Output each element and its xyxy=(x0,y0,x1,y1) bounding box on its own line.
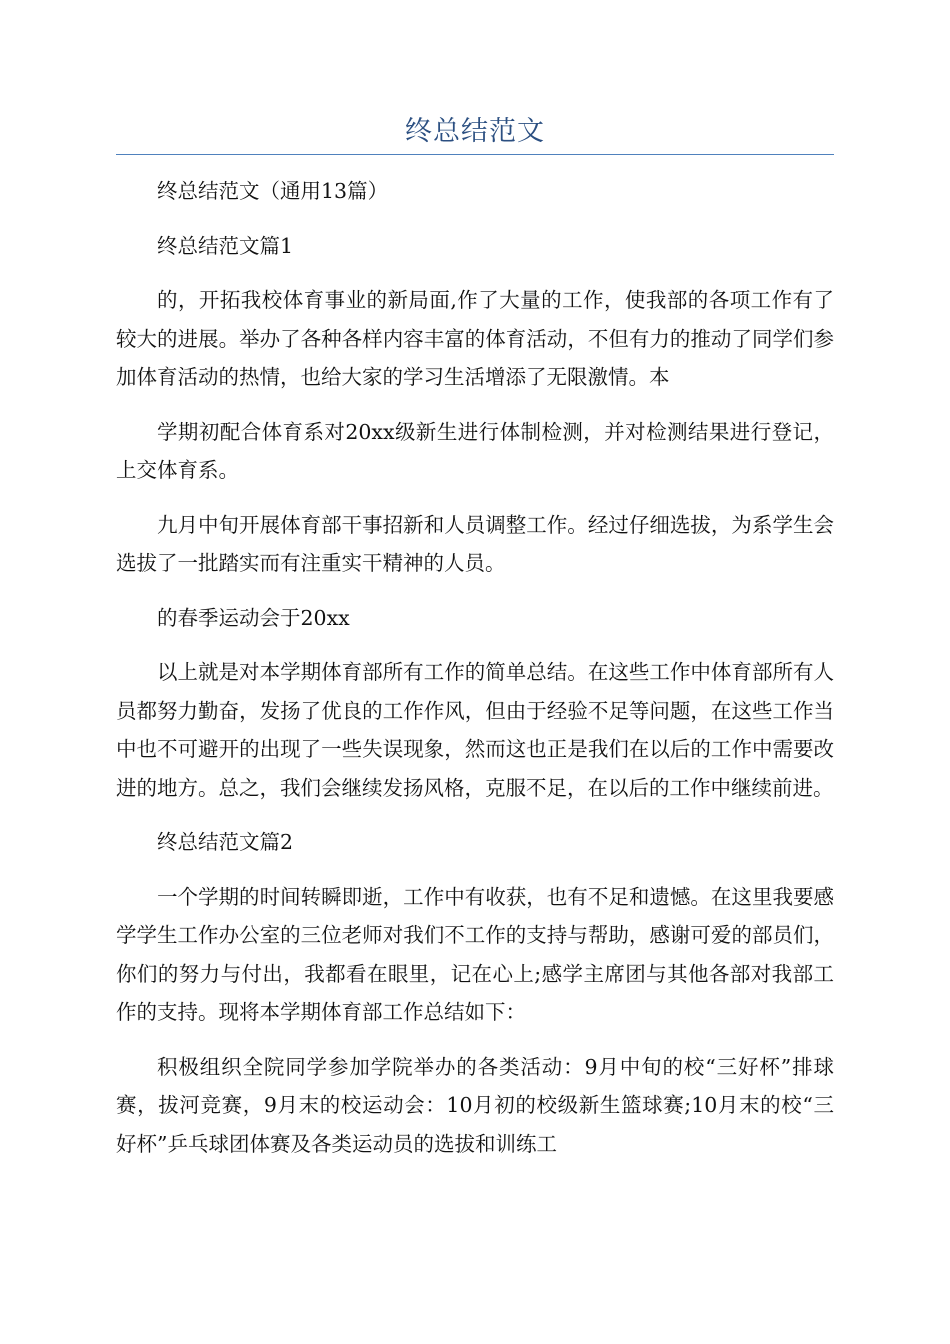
body-paragraph: 九月中旬开展体育部干事招新和人员调整工作。经过仔细选拔，为系学生会选拔了一批踏实而有注重实干精神的人员。 xyxy=(116,512,834,575)
body-paragraph: 积极组织全院同学参加学院举办的各类活动：9月中旬的校“三好杯”排球赛，拔河竞赛，9月末的校运动会：10月初的校级新生篮球赛;10月末的校“三好杯”乒乓球团体赛及各类运动员的选拔和训练工 xyxy=(116,1054,834,1156)
subtitle-paragraph: 终总结范文（通用13篇） xyxy=(157,179,389,203)
title-underline xyxy=(116,154,834,155)
body-paragraph: 学期初配合体育系对20xx级新生进行体制检测，并对检测结果进行登记，上交体育系。 xyxy=(116,419,834,482)
body-paragraph: 的，开拓我校体育事业的新局面,作了大量的工作，使我部的各项工作有了较大的进展。举办了各种各样内容丰富的体育活动，不但有力的推动了同学们参加体育活动的热情，也给大家的学习生活增添了无限激情。本 xyxy=(116,288,834,389)
section-heading-2: 终总结范文篇2 xyxy=(157,830,294,854)
document-title: 终总结范文 xyxy=(405,116,545,147)
section-heading-1: 终总结范文篇1 xyxy=(157,233,294,258)
document-body xyxy=(116,172,834,1179)
body-paragraph: 以上就是对本学期体育部所有工作的简单总结。在这些工作中体育部所有人员都努力勤奋，发扬了优良的工作作风，但由于经验不足等问题，在这些工作当中也不可避开的出现了一些失误现象，然而这也正是我们在以后的工作中需要改进的地方。总之，我们会继续发扬风格，克服不足，在以后的工作中继续前进。 xyxy=(116,660,834,800)
body-paragraph: 一个学期的时间转瞬即逝，工作中有收获，也有不足和遗憾。在这里我要感学学生工作办公室的三位老师对我们不工作的支持与帮助，感谢可爱的部员们，你们的努力与付出，我都看在眼里，记在心上;感学主席团与其他各部对我部工作的支持。现将本学期体育部工作总结如下： xyxy=(116,884,834,1024)
body-paragraph: 的春季运动会于20xx xyxy=(157,605,350,630)
